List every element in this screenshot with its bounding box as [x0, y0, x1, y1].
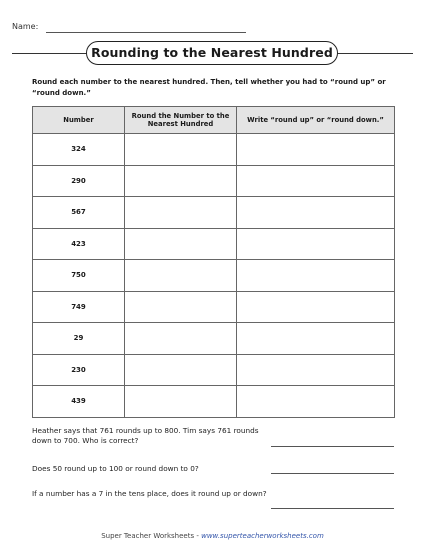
- direction-answer-cell[interactable]: [237, 165, 395, 197]
- direction-answer-cell[interactable]: [237, 386, 395, 418]
- number-cell: 230: [33, 354, 125, 386]
- answer-line-3[interactable]: [271, 508, 394, 509]
- rounded-answer-cell[interactable]: [125, 260, 237, 292]
- footer-brand: Super Teacher Worksheets -: [101, 532, 202, 540]
- table-row: [33, 134, 395, 166]
- instructions-text: Round each number to the nearest hundred. Then, tell whether you had to “round up” or “round down.”: [32, 78, 386, 97]
- table-row: [33, 291, 395, 323]
- rounded-answer-cell[interactable]: [125, 197, 237, 229]
- rounded-answer-cell[interactable]: [125, 291, 237, 323]
- table-row: [33, 197, 395, 229]
- rounded-answer-cell[interactable]: [125, 228, 237, 260]
- number-cell: 290: [33, 165, 125, 197]
- direction-answer-cell[interactable]: [237, 354, 395, 386]
- column-header-direction: Write “round up” or “round down.”: [237, 107, 395, 134]
- number-cell: 750: [33, 260, 125, 292]
- rounded-answer-cell[interactable]: [125, 165, 237, 197]
- answer-line-1[interactable]: [271, 446, 394, 447]
- direction-answer-cell[interactable]: [237, 260, 395, 292]
- question-2: Does 50 round up to 100 or round down to 0?: [32, 464, 199, 473]
- column-header-rounded: Round the Number to the Nearest Hundred: [125, 107, 237, 134]
- rounding-table: [32, 106, 395, 418]
- direction-answer-cell[interactable]: [237, 197, 395, 229]
- answer-line-2[interactable]: [271, 473, 394, 474]
- table-row: [33, 323, 395, 355]
- number-cell: 439: [33, 386, 125, 418]
- number-cell: 567: [33, 197, 125, 229]
- number-cell: 324: [33, 134, 125, 166]
- table-row: [33, 165, 395, 197]
- column-header-number: Number: [33, 107, 125, 134]
- table-row: [33, 228, 395, 260]
- worksheet-title: Rounding to the Nearest Hundred: [86, 41, 338, 65]
- table-row: [33, 354, 395, 386]
- number-cell: 29: [33, 323, 125, 355]
- question-3: If a number has a 7 in the tens place, does it round up or down?: [32, 489, 267, 498]
- number-cell: 749: [33, 291, 125, 323]
- footer: [0, 532, 425, 540]
- footer-link[interactable]: www.superteacherworksheets.com: [201, 532, 324, 540]
- name-label: Name:: [12, 22, 39, 31]
- direction-answer-cell[interactable]: [237, 291, 395, 323]
- table-header-row: [33, 107, 395, 134]
- question-1: Heather says that 761 rounds up to 800. Tim says 761 rounds down to 700. Who is correct?: [32, 426, 259, 445]
- direction-answer-cell[interactable]: [237, 228, 395, 260]
- table-row: [33, 386, 395, 418]
- number-cell: 423: [33, 228, 125, 260]
- name-field-line[interactable]: [46, 32, 246, 33]
- rounded-answer-cell[interactable]: [125, 386, 237, 418]
- direction-answer-cell[interactable]: [237, 134, 395, 166]
- rounded-answer-cell[interactable]: [125, 323, 237, 355]
- direction-answer-cell[interactable]: [237, 323, 395, 355]
- rounded-answer-cell[interactable]: [125, 354, 237, 386]
- table-row: [33, 260, 395, 292]
- rounded-answer-cell[interactable]: [125, 134, 237, 166]
